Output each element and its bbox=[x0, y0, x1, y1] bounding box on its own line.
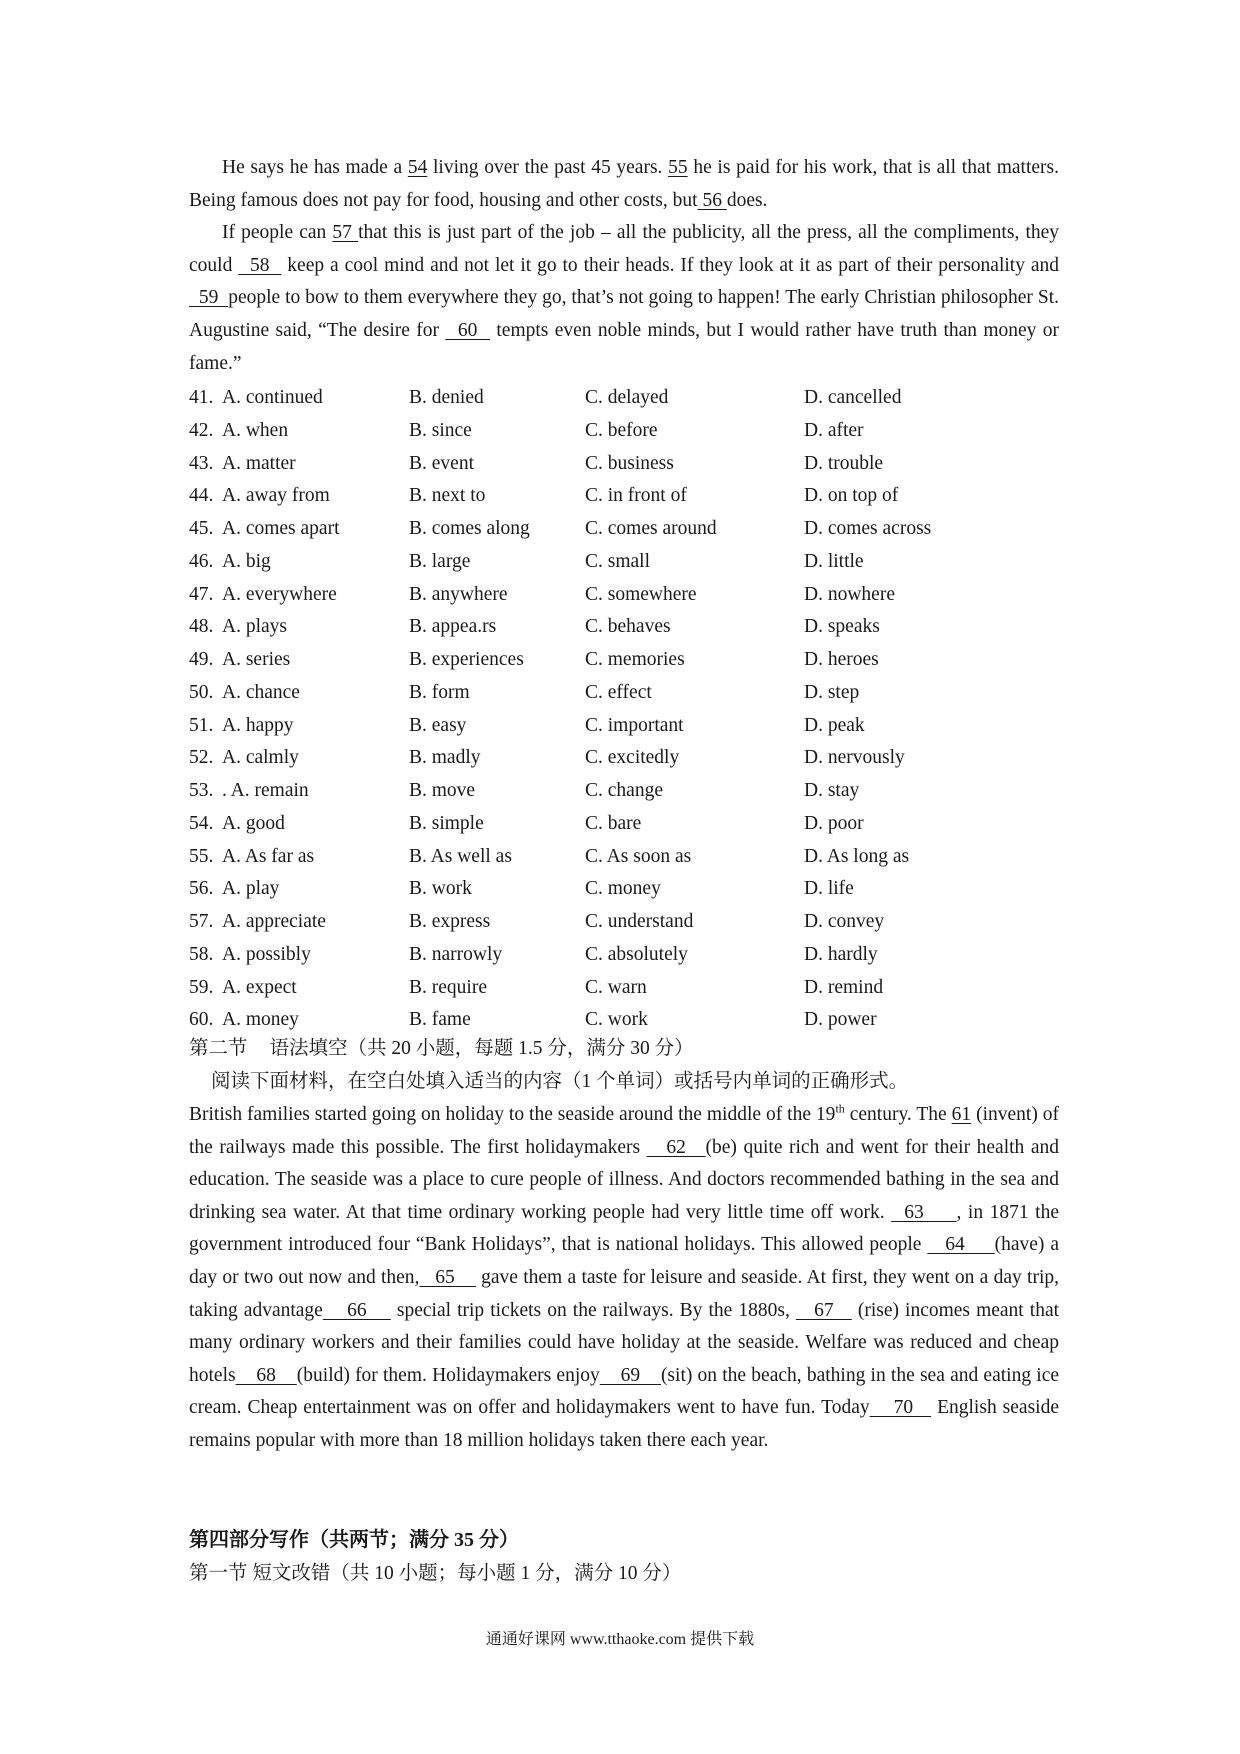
option-a: A. continued bbox=[222, 387, 323, 408]
option-d: D. speaks bbox=[804, 616, 880, 638]
option-a: A. appreciate bbox=[222, 911, 326, 932]
option-d: D. stay bbox=[804, 780, 860, 801]
option-row bbox=[189, 448, 1059, 481]
option-row bbox=[189, 775, 1059, 808]
blank-59: 59 bbox=[189, 287, 229, 309]
question-number: 46. bbox=[189, 550, 214, 572]
option-b: B. event bbox=[409, 452, 474, 474]
option-c: C. change bbox=[585, 780, 663, 801]
option-a: A. big bbox=[222, 550, 271, 572]
option-a: A. money bbox=[222, 1009, 299, 1031]
option-b: B. large bbox=[409, 550, 471, 572]
option-row bbox=[189, 546, 1059, 579]
option-b: B. narrowly bbox=[409, 943, 503, 965]
passage-paragraph: If people can 57 that this is just part of the job – all the publicity, all the press, all the compliments, they could 58 keep a cool mind and not let it go to their heads. If they look at it as part of their personality and 59 people to bow to them everywhere they go, that’s not going to happen! The early Christian philosopher St. Augustine said, “The desire for 60 tempts even noble minds, but I would rather have truth than money or fame.” bbox=[189, 222, 1060, 374]
option-b: B. fame bbox=[409, 1009, 471, 1031]
option-b: B. require bbox=[409, 976, 487, 998]
option-d: D. poor bbox=[804, 812, 864, 834]
blank-70: 70 bbox=[869, 1397, 932, 1419]
blank-63: 63 bbox=[891, 1201, 957, 1223]
option-d: D. power bbox=[804, 1009, 877, 1031]
blank-64: 64 bbox=[927, 1234, 995, 1256]
option-d: D. nowhere bbox=[804, 583, 895, 605]
option-d: D. As long as bbox=[804, 845, 910, 867]
option-c: C. memories bbox=[585, 649, 685, 670]
option-d: D. remind bbox=[804, 976, 884, 998]
question-number: 53. bbox=[189, 780, 214, 801]
option-c: C. small bbox=[585, 550, 651, 572]
option-row bbox=[189, 742, 1059, 775]
option-b: B. since bbox=[409, 419, 472, 441]
option-d: D. comes across bbox=[804, 518, 932, 539]
option-c: C. As soon as bbox=[585, 845, 692, 867]
option-c: C. work bbox=[585, 1009, 648, 1031]
option-a: A. calmly bbox=[222, 747, 299, 769]
section-2-instruction: 阅读下面材料，在空白处填入适当的内容（1 个单词）或括号内单词的正确形式。 bbox=[211, 1071, 909, 1092]
option-row bbox=[189, 841, 1059, 874]
option-row bbox=[189, 644, 1059, 677]
option-c: C. effect bbox=[585, 681, 652, 703]
option-b: B. form bbox=[409, 681, 470, 703]
blank-58: 58 bbox=[238, 254, 282, 276]
option-c: C. somewhere bbox=[585, 583, 697, 605]
option-c: C. warn bbox=[585, 976, 647, 998]
option-b: B. simple bbox=[409, 812, 484, 834]
question-number: 57. bbox=[189, 911, 214, 932]
option-c: C. delayed bbox=[585, 387, 669, 408]
blank-55: 55 bbox=[668, 157, 688, 178]
option-b: B. As well as bbox=[409, 845, 512, 867]
question-number: 58. bbox=[189, 943, 214, 965]
option-c: C. money bbox=[585, 878, 661, 900]
option-a: A. expect bbox=[222, 976, 297, 998]
question-number: 52. bbox=[189, 747, 214, 769]
option-b: B. madly bbox=[409, 747, 481, 769]
question-number: 60. bbox=[189, 1009, 214, 1031]
option-c: C. excitedly bbox=[585, 747, 680, 769]
option-a: A. comes apart bbox=[222, 518, 340, 539]
option-c: C. important bbox=[585, 714, 684, 736]
option-d: D. heroes bbox=[804, 649, 879, 670]
option-d: D. trouble bbox=[804, 452, 884, 474]
option-b: B. comes along bbox=[409, 518, 530, 539]
option-d: D. convey bbox=[804, 911, 885, 932]
question-number: 51. bbox=[189, 714, 214, 736]
option-row bbox=[189, 513, 1059, 546]
option-c: C. before bbox=[585, 419, 658, 441]
option-row bbox=[189, 677, 1059, 710]
option-b: B. next to bbox=[409, 485, 486, 507]
option-b: B. anywhere bbox=[409, 583, 508, 605]
question-number: 55. bbox=[189, 845, 214, 867]
option-a: A. good bbox=[222, 812, 285, 834]
blank-56: 56 bbox=[697, 189, 727, 211]
question-number: 49. bbox=[189, 649, 214, 670]
question-number: 56. bbox=[189, 878, 214, 900]
blank-61: 61 bbox=[951, 1104, 972, 1125]
question-number: 41. bbox=[189, 387, 214, 408]
option-b: B. express bbox=[409, 911, 491, 932]
option-c: C. comes around bbox=[585, 518, 717, 539]
option-c: C. behaves bbox=[585, 616, 671, 638]
question-number: 59. bbox=[189, 976, 214, 998]
passage-paragraph: British families started going on holiday to the seaside around the middle of the 19th century. The 61 (invent) of the railways made this possible. The first holidaymakers 62 (be) quite rich and went for their health and education. The seaside was a place to cure people of illness. And doctors recommended bathing in the sea and drinking sea water. At that time ordinary working people had very little time off work. 63 , in 1871 the government introduced four “Bank Holidays”, that is national holidays. This allowed people 64 (have) a day or two out now and then, 65 gave them a taste for leisure and seaside. At first, they went on a day trip, taking advantage 66 special trip tickets on the railways. By the 1880s, 67 (rise) incomes meant that many ordinary workers and their families could have holiday at the seaside. Welfare was reduced and cheap hotels 68 (build) for them. Holidaymakers enjoy 69 (sit) on the beach, bathing in the sea and eating ice cream. Cheap entertainment was on offer and holidaymakers went to have fun. Today 70 English seaside remains popular with more than 18 million holidays taken there each year. bbox=[189, 1101, 1060, 1451]
option-a: A. happy bbox=[222, 714, 294, 736]
option-a: A. away from bbox=[222, 485, 330, 507]
option-a: A. As far as bbox=[222, 845, 315, 867]
option-row bbox=[189, 415, 1059, 448]
option-row bbox=[189, 480, 1059, 513]
answer-options-list bbox=[189, 382, 1059, 1037]
blank-67: 67 bbox=[795, 1299, 852, 1321]
option-c: C. business bbox=[585, 452, 674, 474]
option-row bbox=[189, 710, 1059, 743]
option-row bbox=[189, 939, 1059, 972]
page-footer: 通通好课网 www.tthaoke.com 提供下载 bbox=[485, 1631, 755, 1648]
blank-57: 57 bbox=[332, 222, 359, 244]
option-row bbox=[189, 611, 1059, 644]
blank-69: 69 bbox=[599, 1364, 661, 1386]
option-a: A. possibly bbox=[222, 943, 311, 965]
option-c: C. understand bbox=[585, 911, 694, 932]
option-a: A. everywhere bbox=[222, 583, 337, 605]
option-row bbox=[189, 906, 1059, 939]
passage-paragraph: He says he has made a 54 living over the past 45 years. 55 he is paid for his work, that is all that matters. Being famous does not pay for food, housing and other costs, but 56 does. bbox=[189, 157, 1060, 211]
option-d: D. on top of bbox=[804, 485, 899, 507]
option-c: C. in front of bbox=[585, 485, 687, 507]
option-b: B. move bbox=[409, 780, 476, 801]
option-a: A. plays bbox=[222, 616, 287, 638]
option-d: D. hardly bbox=[804, 943, 878, 965]
section-2-title: 第二节 语法填空（共 20 小题，每题 1.5 分，满分 30 分） bbox=[189, 1038, 694, 1059]
blank-68: 68 bbox=[235, 1364, 297, 1386]
option-row bbox=[189, 808, 1059, 841]
part-4-heading: 第四部分写作（共两节；满分 35 分） bbox=[189, 1529, 519, 1551]
option-d: D. little bbox=[804, 550, 864, 572]
blank-66: 66 bbox=[322, 1299, 391, 1321]
cloze-passage-end bbox=[189, 152, 1059, 380]
option-row bbox=[189, 972, 1059, 1005]
option-d: D. after bbox=[804, 419, 864, 441]
option-b: B. work bbox=[409, 878, 472, 900]
option-row bbox=[189, 873, 1059, 906]
option-row bbox=[189, 579, 1059, 612]
question-number: 43. bbox=[189, 452, 214, 474]
question-number: 47. bbox=[189, 583, 214, 605]
question-number: 45. bbox=[189, 518, 214, 539]
option-d: D. step bbox=[804, 681, 860, 703]
blank-62: 62 bbox=[646, 1136, 706, 1158]
question-number: 50. bbox=[189, 681, 214, 703]
option-c: C. absolutely bbox=[585, 943, 688, 965]
option-a: A. chance bbox=[222, 681, 300, 703]
question-number: 54. bbox=[189, 812, 214, 834]
grammar-fill-passage bbox=[189, 1099, 1059, 1458]
option-d: D. nervously bbox=[804, 747, 905, 769]
option-d: D. peak bbox=[804, 714, 865, 736]
section-1-title: 第一节 短文改错（共 10 小题；每小题 1 分，满分 10 分） bbox=[189, 1563, 682, 1584]
option-d: D. life bbox=[804, 878, 854, 900]
option-a: A. when bbox=[222, 419, 289, 441]
blank-60: 60 bbox=[445, 319, 491, 341]
option-a: . A. remain bbox=[222, 780, 309, 801]
option-b: B. appea.rs bbox=[409, 616, 497, 638]
question-number: 48. bbox=[189, 616, 214, 638]
option-a: A. play bbox=[222, 878, 280, 900]
option-row bbox=[189, 382, 1059, 415]
blank-65: 65 bbox=[419, 1266, 476, 1288]
question-number: 44. bbox=[189, 485, 214, 507]
option-c: C. bare bbox=[585, 812, 642, 834]
option-b: B. easy bbox=[409, 714, 467, 736]
option-b: B. denied bbox=[409, 387, 484, 408]
question-number: 42. bbox=[189, 419, 214, 441]
option-b: B. experiences bbox=[409, 649, 524, 670]
option-d: D. cancelled bbox=[804, 387, 902, 408]
blank-54: 54 bbox=[407, 157, 428, 178]
option-a: A. series bbox=[222, 649, 291, 670]
option-a: A. matter bbox=[222, 452, 296, 474]
